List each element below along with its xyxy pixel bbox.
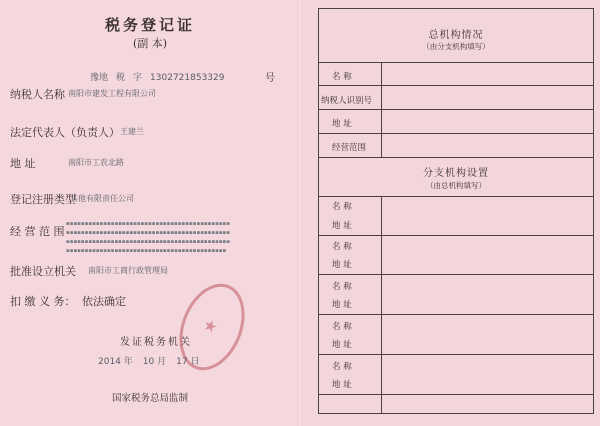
issue-date: 2014 年 10 月 17 日 (98, 357, 200, 367)
issuing-authority: 发证税务机关 (120, 337, 192, 348)
branch-subtitle: （由总机构填写） (426, 181, 486, 190)
branch-name-label: 名 称 (332, 322, 352, 332)
legal-rep-label: 法定代表人（负责人） (10, 126, 120, 139)
head-office-subtitle: （由分支机构填写） (422, 42, 490, 51)
divider (318, 133, 594, 134)
branch-name-label: 名 称 (332, 362, 352, 372)
approver-label: 批准设立机关 (10, 265, 76, 278)
supervisor-note: 国家税务总局监制 (111, 393, 188, 404)
official-seal: ★ (167, 274, 256, 380)
taxpayer-name-label: 纳税人名称 (10, 88, 65, 101)
branch-address-label: 地 址 (332, 380, 352, 390)
divider (318, 274, 594, 275)
divider (318, 354, 594, 355)
branch-title: 分支机构设置 (423, 168, 489, 179)
divider (318, 62, 594, 63)
divider (318, 235, 594, 236)
legal-rep-value: 王建兰 (120, 127, 144, 136)
business-scope-text: ▪▪▪▪▪▪▪▪▪▪▪▪▪▪▪▪▪▪▪▪▪▪▪▪▪▪▪▪▪▪▪▪▪▪▪▪▪▪▪▪▪▪▪▪ ▪▪▪▪▪▪▪▪▪▪▪▪▪▪▪▪▪▪▪▪▪▪▪▪▪▪▪▪▪▪▪▪▪▪▪▪▪▪▪▪▪▪▪▪ ▪▪▪▪▪▪▪▪▪▪▪▪▪▪▪▪▪▪▪▪▪▪▪▪▪▪▪▪▪▪▪▪▪▪▪▪▪▪▪▪▪▪▪▪ ▪▪▪▪▪▪▪▪▪▪▪▪▪▪▪▪▪▪▪▪▪▪▪▪▪▪▪▪▪▪▪▪▪▪▪▪▪▪▪▪▪▪▪ (66, 221, 231, 254)
branch-name-label: 名 称 (332, 202, 352, 212)
withholding-duty-value: 依法确定 (82, 295, 126, 308)
scope-label: 经 营 范 围 (10, 225, 65, 238)
certificate-serial: 豫地 税 字 1302721853329 (90, 73, 225, 83)
reg-type-value: 其他有限责任公司 (70, 194, 134, 203)
address-label: 地 址 (10, 157, 36, 170)
certificate-title: 税务登记证 (104, 16, 195, 34)
branch-name-label: 名 称 (332, 282, 352, 292)
divider (318, 314, 594, 315)
branch-address-label: 地 址 (332, 300, 352, 310)
divider (318, 85, 594, 86)
approver-value: 南阳市工商行政管理局 (88, 266, 168, 275)
branch-name-label: 名 称 (332, 242, 352, 252)
taxpayer-name-value: 南阳市建发工程有限公司 (68, 89, 156, 98)
branch-address-label: 地 址 (332, 260, 352, 270)
head-scope-label: 经营范围 (332, 143, 367, 153)
divider (318, 196, 594, 197)
serial-suffix: 号 (265, 73, 275, 84)
reg-type-label: 登记注册类型 (10, 193, 76, 206)
address-value: 南阳市工农北路 (68, 158, 124, 167)
certificate-subtitle: (副 本) (132, 37, 168, 50)
tax-id-label: 纳税人识别号 (321, 96, 373, 106)
head-address-label: 地 址 (332, 119, 352, 129)
divider (318, 394, 594, 395)
branch-address-label: 地 址 (332, 221, 352, 231)
divider (318, 157, 594, 158)
head-name-label: 名 称 (332, 72, 352, 82)
divider (381, 62, 382, 157)
divider (381, 196, 382, 414)
withholding-duty-label: 扣 缴 义 务： (10, 295, 76, 308)
head-office-title: 总机构情况 (428, 30, 484, 41)
divider (318, 109, 594, 110)
branch-address-label: 地 址 (332, 340, 352, 350)
